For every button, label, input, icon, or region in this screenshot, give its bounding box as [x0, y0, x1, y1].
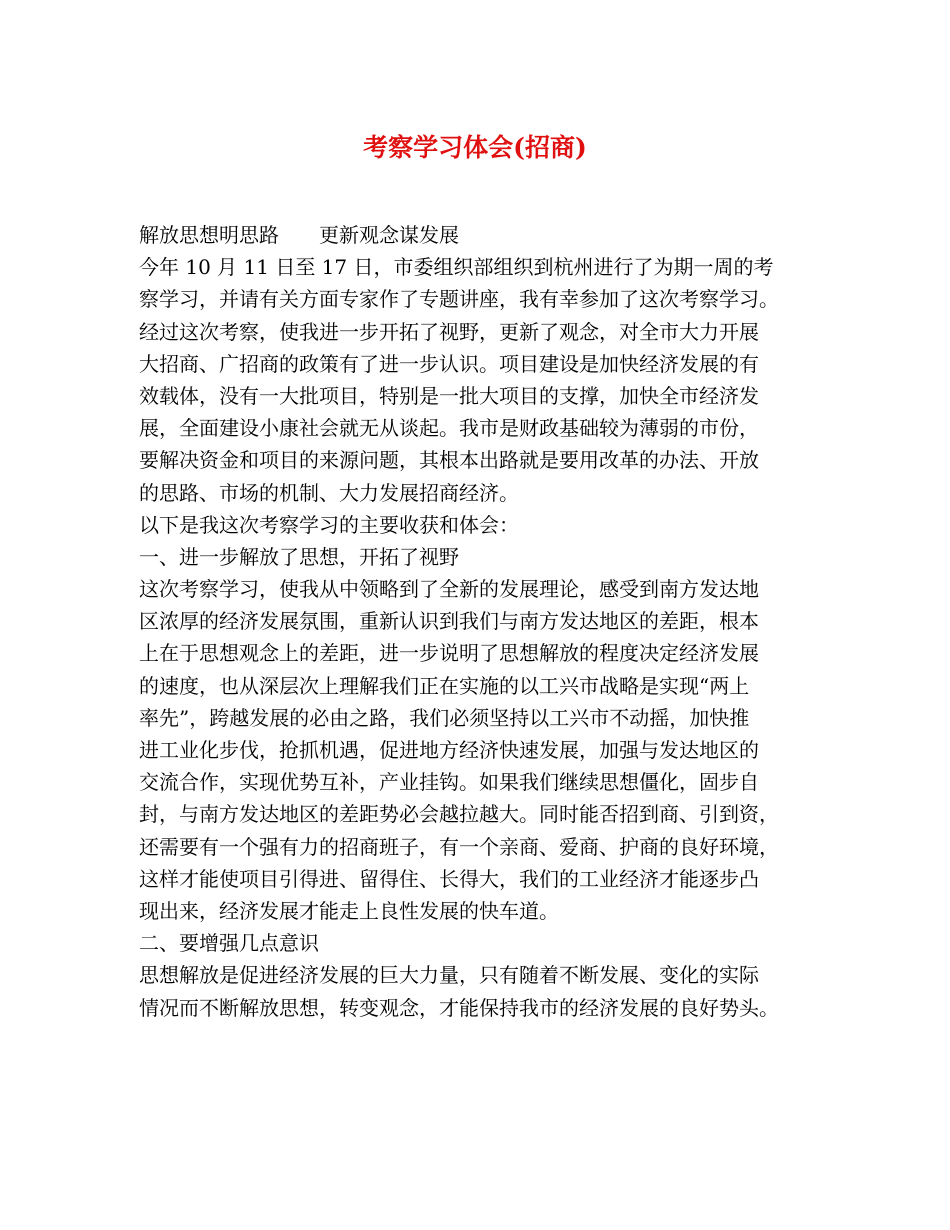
paragraph-line: 交流合作，实现优势互补，产业挂钩。如果我们继续思想僵化，固步自 [139, 770, 759, 795]
paragraph-line: 还需要有一个强有力的招商班子，有一个亲商、爱商、护商的良好环境， [139, 834, 779, 859]
paragraph-line: 展，全面建设小康社会就无从谈起。我市是财政基础较为薄弱的市份， [139, 416, 759, 441]
paragraph-line: 上在于思想观念上的差距，进一步说明了思想解放的程度决定经济发展 [139, 641, 759, 666]
paragraph-line: 进工业化步伐，抢抓机遇，促进地方经济快速发展，加强与发达地区的 [139, 738, 759, 762]
document-body [139, 219, 819, 1024]
paragraph-line: 现出来，经济发展才能走上良性发展的快车道。 [139, 898, 559, 923]
paragraph-line: 大招商、广招商的政策有了进一步认识。项目建设是加快经济发展的有 [139, 351, 759, 376]
paragraph-line: 这样才能使项目引得进、留得住、长得大，我们的工业经济才能逐步凸 [139, 866, 759, 891]
paragraph-line: 今年 10 月 11 日至 17 日，市委组织部组织到杭州进行了为期一周的考 [139, 255, 774, 280]
section-heading: 一、进一步解放了思想，开拓了视野 [139, 544, 459, 569]
paragraph-line: 情况而不断解放思想，转变观念，才能保持我市的经济发展的良好势头。 [139, 995, 779, 1020]
paragraph-line: 察学习，并请有关方面专家作了专题讲座，我有幸参加了这次考察学习。 [139, 287, 779, 312]
paragraph-line: 这次考察学习，使我从中领略到了全新的发展理论，感受到南方发达地 [139, 577, 759, 602]
paragraph-line: 效载体，没有一大批项目，特别是一批大项目的支撑，加快全市经济发 [139, 383, 759, 408]
paragraph-line: 经过这次考察，使我进一步开拓了视野，更新了观念，对全市大力开展 [139, 319, 759, 344]
section-heading: 二、要增强几点意识 [139, 931, 319, 956]
paragraph-line: 的思路、市场的机制、大力发展招商经济。 [139, 480, 519, 505]
paragraph-line: 封，与南方发达地区的差距势必会越拉越大。同时能否招到商、引到资， [139, 802, 779, 827]
paragraph-line: 要解决资金和项目的来源问题，其根本出路就是要用改革的办法、开放 [139, 448, 759, 473]
paragraph-line: 以下是我这次考察学习的主要收获和体会： [139, 512, 519, 537]
paragraph-line: 区浓厚的经济发展氛围，重新认识到我们与南方发达地区的差距，根本 [139, 609, 759, 634]
paragraph-line: 的速度，也从深层次上理解我们正在实施的以工兴市战略是实现“两上 [139, 673, 750, 698]
paragraph-line: 率先”，跨越发展的必由之路，我们必须坚持以工兴市不动摇，加快推 [139, 705, 750, 730]
paragraph-line: 思想解放是促进经济发展的巨大力量，只有随着不断发展、变化的实际 [139, 963, 759, 988]
document-title: 考察学习体会(招商) [363, 133, 587, 162]
subtitle-line: 解放思想明思路 更新观念谋发展 [139, 223, 459, 247]
